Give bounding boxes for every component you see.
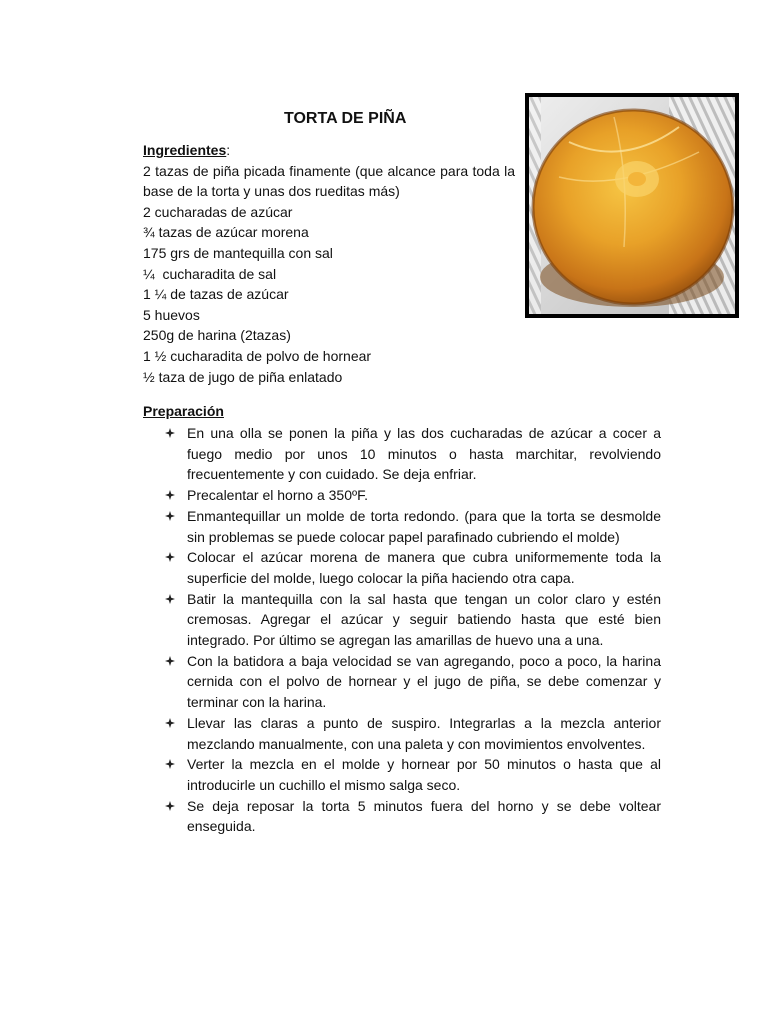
ingredient-item: 2 tazas de piña picada finamente (que alcance para toda la base de la torta y unas dos rueditas más) <box>143 162 515 200</box>
diamond-bullet-icon <box>163 589 177 609</box>
diamond-bullet-icon <box>163 754 177 774</box>
diamond-bullet-icon <box>163 506 177 526</box>
step-item <box>160 485 661 506</box>
ingredient-item: 1 ¼ de tazas de azúcar <box>143 286 289 303</box>
pineapple-cake-photo <box>525 93 739 318</box>
preparation-heading-row <box>143 403 224 419</box>
step-text: En una olla se ponen la piña y las dos cucharadas de azúcar a cocer a fuego medio por unos 10 minutos o hasta marchitar, revolviendo frecuentemente y con cuidado. Se deja enfriar. <box>187 425 661 483</box>
diamond-bullet-icon <box>163 713 177 733</box>
ingredients-heading-row <box>143 140 515 161</box>
step-item <box>160 651 661 713</box>
ingredients-heading-colon: : <box>226 142 231 158</box>
step-item <box>160 423 661 485</box>
diamond-bullet-icon <box>163 547 177 567</box>
step-text: Se deja reposar la torta 5 minutos fuera del horno y se debe voltear enseguida. <box>187 797 661 835</box>
step-text: Enmantequillar un molde de torta redondo. (para que la torta se desmolde sin problemas se puede colocar papel parafinado cubriendo el molde) <box>187 507 661 545</box>
step-text: Verter la mezcla en el molde y hornear por 50 minutos o hasta que al introducirle un cuchillo el mismo salga seco. <box>187 756 661 793</box>
diamond-bullet-icon <box>163 485 177 505</box>
step-item <box>160 506 661 547</box>
step-item <box>160 589 661 651</box>
step-item <box>160 547 661 588</box>
diamond-bullet-icon <box>163 651 177 671</box>
step-item <box>160 754 661 795</box>
recipe-title: TORTA DE PIÑA <box>284 110 407 127</box>
step-item <box>160 796 661 837</box>
ingredient-item: ¼ cucharadita de sal <box>143 265 277 282</box>
ingredient-item: 2 cucharadas de azúcar <box>143 203 293 220</box>
step-text: Batir la mantequilla con la sal hasta que tengan un color claro y estén cremosas. Agregar el azúcar y seguir batiendo hasta que esté bien integrado. Por último se agregan las amarillas de huevo una a una. <box>187 590 661 649</box>
ingredient-item: 1 ½ cucharadita de polvo de hornear <box>143 347 372 364</box>
ingredients-heading: Ingredientes <box>143 142 227 158</box>
cake-image <box>529 97 735 314</box>
diamond-bullet-icon <box>163 423 177 443</box>
ingredient-item: ¾ tazas de azúcar morena <box>143 224 309 241</box>
ingredient-item: 250g de harina (2tazas) <box>143 327 291 344</box>
step-text: Colocar el azúcar morena de manera que cubra uniformemente toda la superficie del molde, luego colocar la piña haciendo otra capa. <box>187 549 661 586</box>
preparation-heading: Preparación <box>143 403 224 419</box>
step-text: Precalentar el horno a 350ºF. <box>187 487 369 504</box>
ingredient-item: 5 huevos <box>143 306 200 323</box>
diamond-bullet-icon <box>163 796 177 816</box>
ingredients-section <box>143 140 515 387</box>
preparation-steps <box>160 423 661 837</box>
ingredient-item: ½ taza de jugo de piña enlatado <box>143 368 343 385</box>
step-text: Con la batidora a baja velocidad se van agregando, poco a poco, la harina cernida con el polvo de hornear y el jugo de piña, se debe comenzar y terminar con la harina. <box>187 652 661 711</box>
ingredient-item: 175 grs de mantequilla con sal <box>143 244 333 261</box>
step-text: Llevar las claras a punto de suspiro. Integrarlas a la mezcla anterior mezclando manualmente, con una paleta y con movimientos envolventes. <box>187 714 661 752</box>
step-item <box>160 713 661 754</box>
